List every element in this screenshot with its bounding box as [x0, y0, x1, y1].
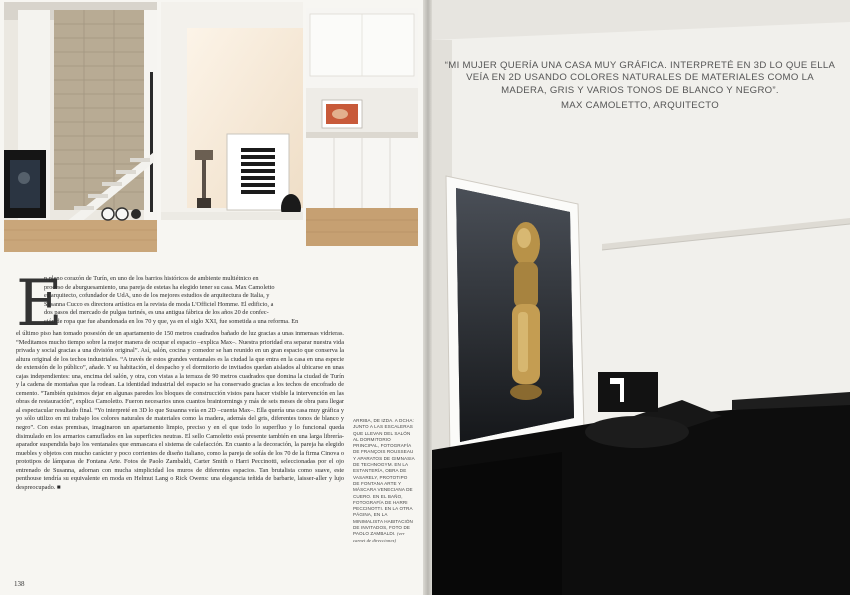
- photo-shelf-artwork: [161, 2, 303, 246]
- lead-line: Susanna Cucco es directora artística en la revista de moda L'Officiel Homme. El edificio, a: [44, 300, 274, 308]
- lead-line: es arquitecto, cofundador de UdA, uno de los mejores estudios de arquitectura de Italia, y: [44, 292, 270, 300]
- photo-caption: [353, 418, 415, 544]
- article-lead: [44, 275, 344, 326]
- article-body: el último piso han tomado posesión de un apartamento de 150 metros cuadrados bañado de luz gracias a unas inmensas vidrieras. “Meditamos mucho tiempo sobre la mejor manera de ocupar el espacio –explica Max–. Nuestra prioridad era separar nuestra vida privada y social gracias a una división original”. Así, salón, cocina y comedor se han reunido en un gran espacio que conserva la altura original de los techos industriales. “A través de estos grandes ventanales es la ciudad la que entra en la casa en una especie de extensión de lo público”, añade. Y su habitación, el despacho y el dormitorio de invitados quedan aislados al ubicarse en unas cajas independientes: una, encima del salón, y otra, con vistas a la terraza de 90 metros cuadrados que domina la ciudad de Turín y la cadena de montañas que la rodean. La identidad industrial del espacio se ha conservado gracias a los techos de encofrado de cemento. “También quisimos dejar en algunas paredes los bloques de construcción vistos para hacer visible la intervención en las obras de restauración”, explica Camoletto. Fueron necesarios unos cuantos braintormings y más de seis meses de obra para llegar al espectacular resultado final. “Yo interpreté en 3D lo que Susanna veía en 2D –cuenta Max–. Ella quería una casa muy gráfica y yo sólo utilizo en mi trabajo los colores naturales de materiales como la madera, además del gris, diferentes tonos de blanco y negro”. Con estas premisas, imaginaron un apartamento limpio, preciso y en el que todo lo superfluo y lo funcional queda disimulado en los armarios camuflados en las superficies neutras. El sello Camoletto está presente también en una larga librería-aparador suspendida bajo los ventanales que enmascara el sistema de calefacción. En cuanto a la decoración, la pareja ha elegido muebles y objetos con mucho carácter y poco corrientes de diseño italiano, como la pareja de sofás de los 70 de la firma Cinova o prototipos de lámparas de Fontana Arte. Fotos de Paolo Zambaldi, Carter Smith o Harri Peccinotti, seleccionadas por el ojo entrenado de Susanna, adornan con mucha simplicidad los muros de diferentes espacios. Tan brutalista como suave, este penthouse tendría su equivalente en moda en Helmut Lang o Rick Owens: una elegancia teñida de barbarie, laisser-aller y lujo despreocupado. ■: [16, 330, 344, 491]
- pull-quote: “MI MUJER QUERÍA UNA CASA MUY GRÁFICA. INTERPRETÉ EN 3D LO QUE ELLA VEÍA EN 2D USANDO COLORES NATURALES DE MATERIALES COMO LA MADERA, GRIS Y VARIOS TONOS DE BLANCO Y NEGRO”.: [444, 60, 836, 96]
- lead-line: proceso de aburguesamiento, una pareja de estetas ha elegido tener su casa. Max Camoletto: [44, 283, 275, 291]
- caption-text: ARRIBA, DE IZDA. A DCHA: JUNTO A LAS ESCALERAS QUE LLEVAN DEL SALÓN AL DORMITORIO PRINCIPAL, FOTOGRAFÍA DE FRANÇOIS ROUSSEAU Y APARATOS DE GIMNASIA DE TECHNOGYM. EN LA ESTANTERÍA, OBRA DE VASARELY, PROTOTIPO DE FONTANA ARTE Y MÁSCARA VENECIANA DE CUERO. EN EL BAÑO, FOTOGRAFÍA DE HARRI PECCINOTTI. EN LA OTRA PÁGINA, EN LA MINIMALISTA HABITACIÓN DE INVITADOS, FOTO DE PAOLO ZAMBALDI.: [353, 418, 415, 537]
- quote-author: MAX CAMOLETTO, ARQUITECTO: [560, 100, 719, 111]
- page-number: 138: [14, 580, 25, 588]
- lead-line: ción de ropa que fue abandonada en los 70 y que, ya en el siglo XXI, fue sometida a una reforma. En: [44, 317, 299, 325]
- lead-line: dos pasos del mercado de pulgas turinés, es una antigua fábrica de los años 20 de confec-: [44, 309, 269, 317]
- right-page: [432, 0, 850, 595]
- photo-staircase: [4, 2, 157, 252]
- caption-credit: (ver carnet de direcciones): [353, 531, 405, 543]
- drop-cap: E: [16, 267, 63, 341]
- lead-line: n pleno corazón de Turín, en uno de los barrios históricos de ambiente multiétnico en: [44, 275, 259, 282]
- photo-bathroom: [306, 8, 418, 246]
